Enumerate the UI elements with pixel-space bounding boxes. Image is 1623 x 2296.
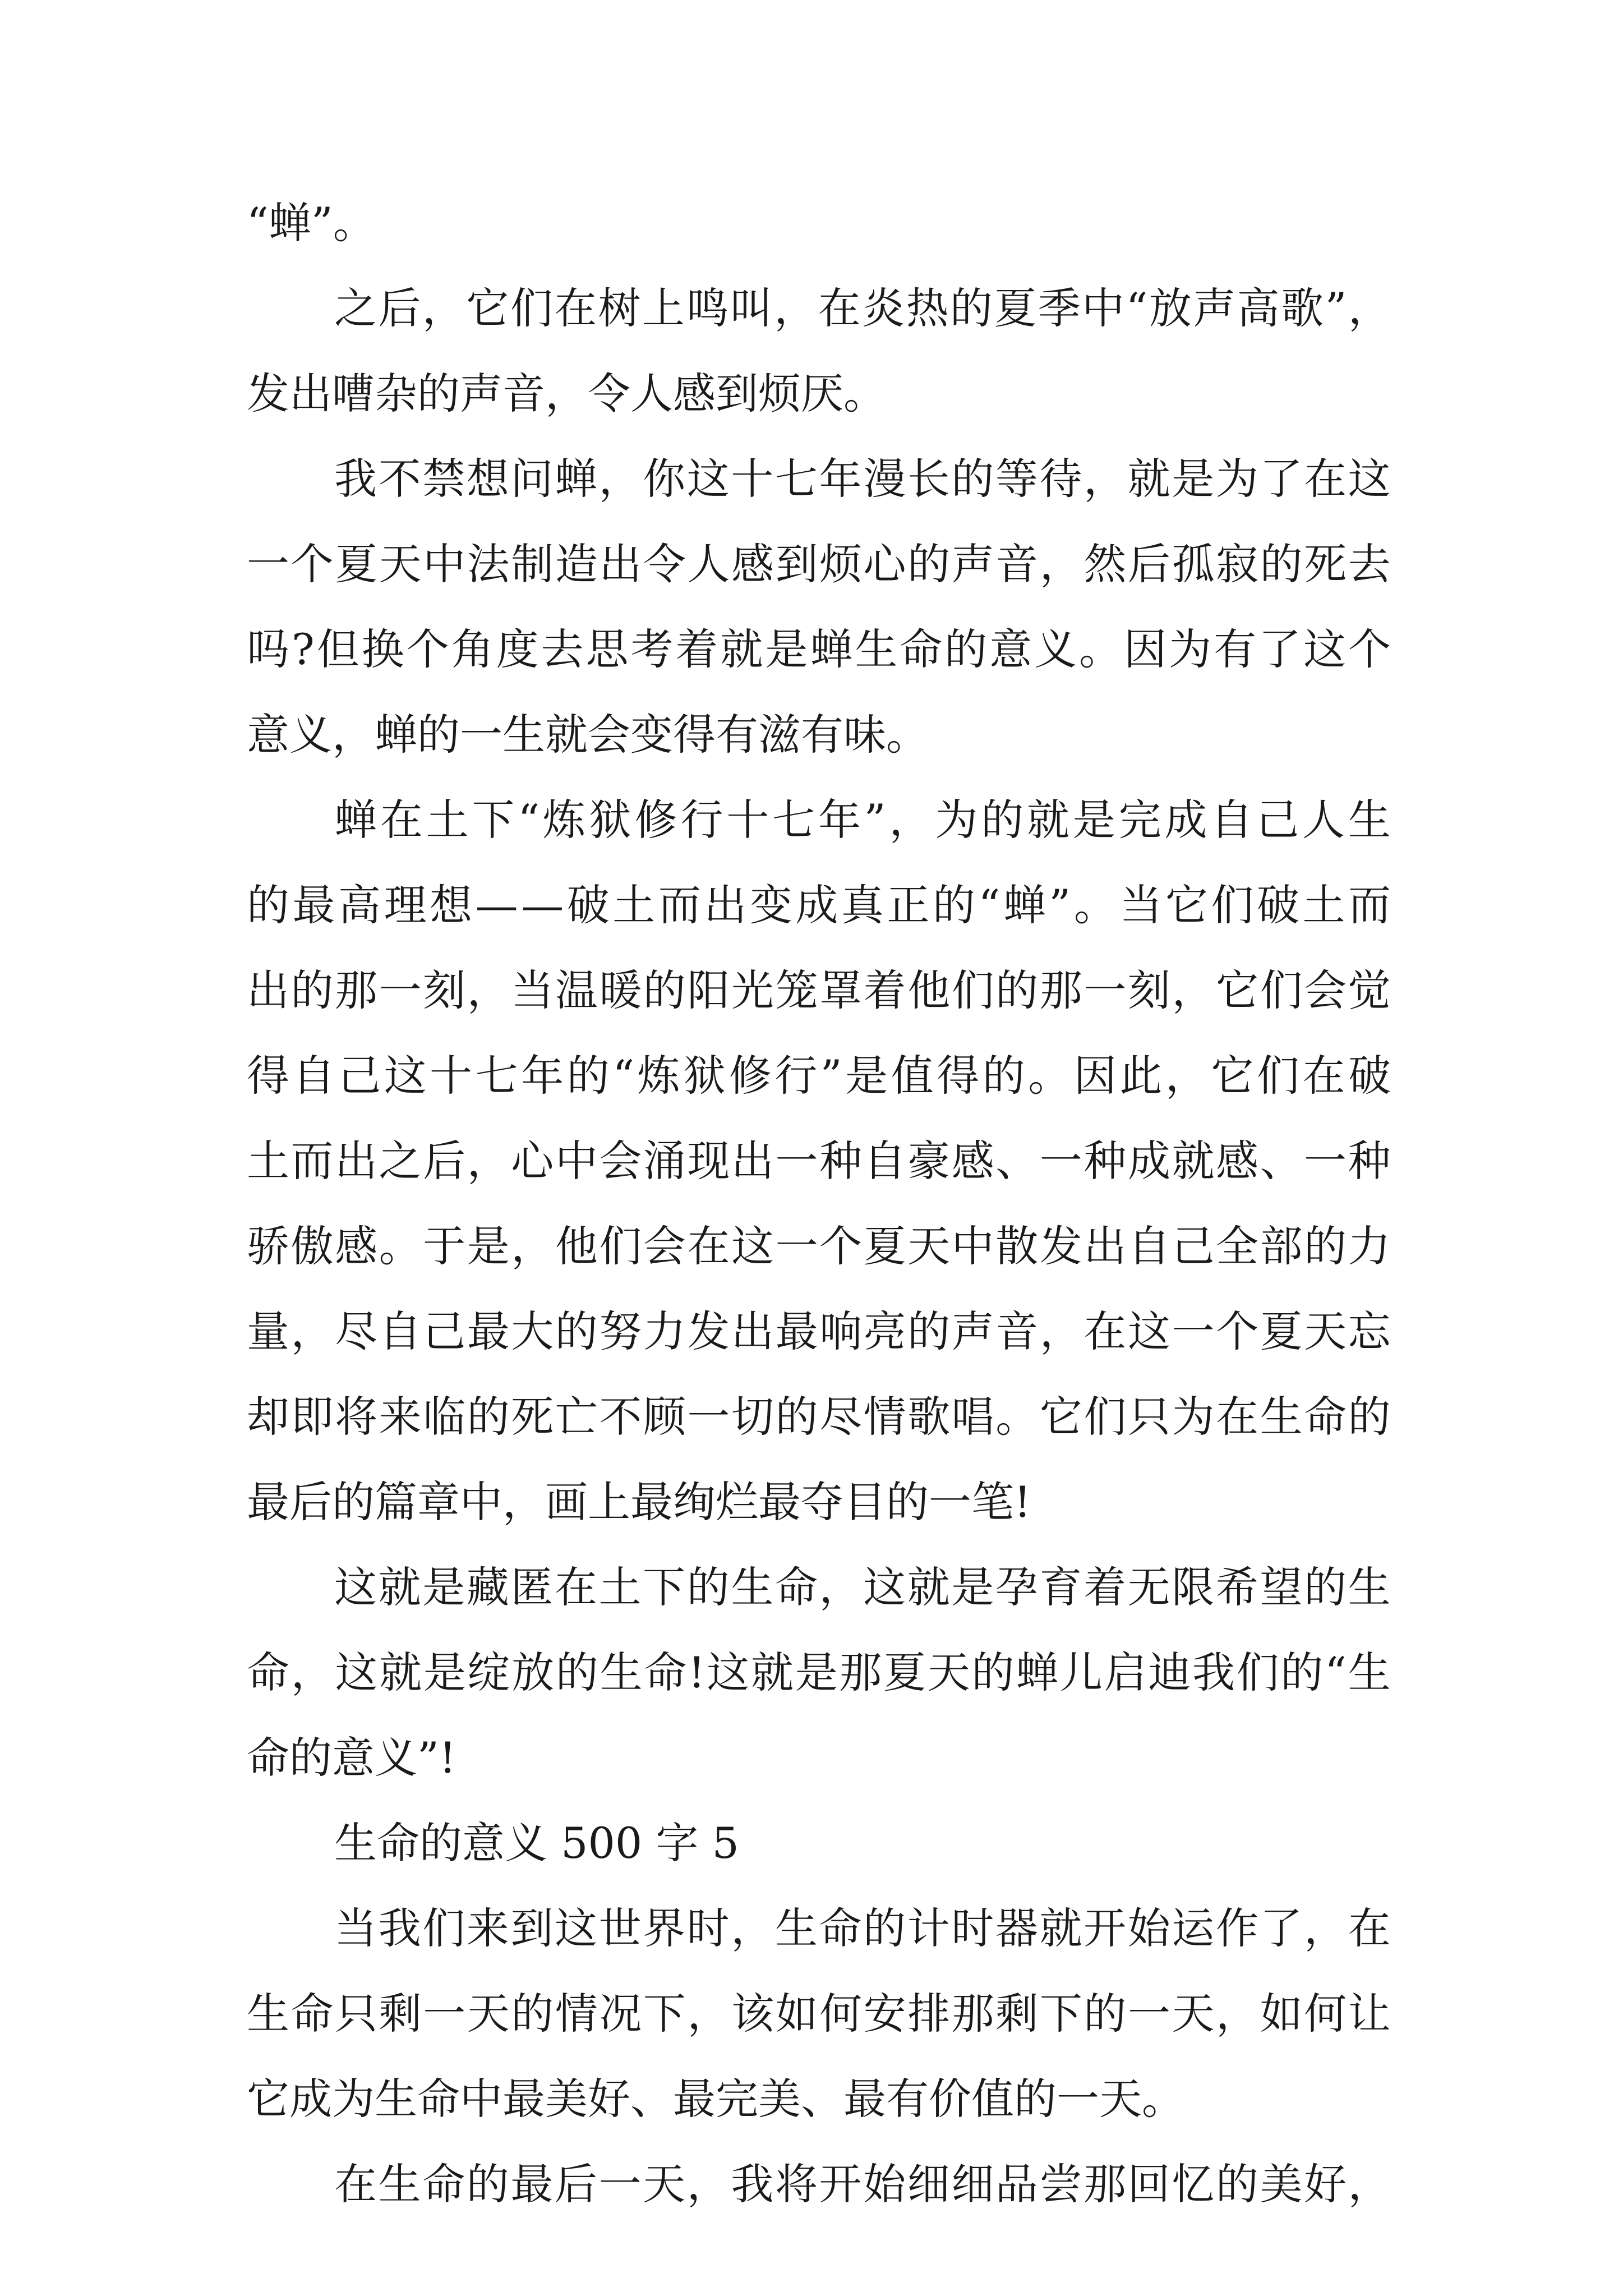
text-line: 土 而 出 之 后 ， 心 中 会 涌 现 出 一 种 自 豪 感 、 一 种 成 就 感 、 一 种	[247, 1136, 1391, 1186]
text-line: 出 的 那 一 刻 ， 当 温 暖 的 阳 光 笼 罩 着 他 们 的 那 一 刻 ， 它 们 会 觉	[247, 965, 1391, 1015]
text-line: 一 个 夏 天 中 法 制 造 出 令 人 感 到 烦 心 的 声 音 ， 然 后 孤 寂 的 死 去	[247, 539, 1391, 589]
text-line: 的 最 高 理 想 — — 破 土 而 出 变 成 真 正 的 “ 蝉 ” 。 当 它 们 破 土 而	[247, 880, 1391, 930]
section-heading: 生命的意义 500 字 5	[334, 1818, 739, 1868]
text-line: 它成为生命中最美好、最完美、最有价值的一天。	[247, 2074, 1184, 2124]
text-line: 命 ， 这 就 是 绽 放 的 生 命 ! 这 就 是 那 夏 天 的 蝉 儿 启 迪 我 们 的 “ 生	[247, 1648, 1391, 1697]
text-line: 发出嘈杂的声音，令人感到烦厌。	[247, 369, 886, 418]
text-line: 在 生 命 的 最 后 一 天 ， 我 将 开 始 细 细 品 尝 那 回 忆 的 美 好 ，	[334, 2159, 1391, 2209]
text-line: 最后的篇章中，画上最绚烂最夺目的一笔!	[247, 1477, 1031, 1527]
text-line: “蝉”。	[247, 198, 376, 248]
text-line: 生 命 只 剩 一 天 的 情 况 下 ， 该 如 何 安 排 那 剩 下 的 一 天 ， 如 何 让	[247, 1989, 1391, 2039]
text-line: 意义，蝉的一生就会变得有滋有味。	[247, 710, 929, 760]
text-line: 之 后 ， 它 们 在 树 上 鸣 叫 ， 在 炎 热 的 夏 季 中 “ 放 声 高 歌 ” ，	[334, 283, 1391, 333]
text-line: 这 就 是 藏 匿 在 土 下 的 生 命 ， 这 就 是 孕 育 着 无 限 希 望 的 生	[334, 1562, 1391, 1612]
text-line: 量 ， 尽 自 己 最 大 的 努 力 发 出 最 响 亮 的 声 音 ， 在 这 一 个 夏 天 忘	[247, 1306, 1391, 1356]
text-line: 骄 傲 感 。 于 是 ， 他 们 会 在 这 一 个 夏 天 中 散 发 出 自 己 全 部 的 力	[247, 1221, 1391, 1271]
text-line: 我 不 禁 想 问 蝉 ， 你 这 十 七 年 漫 长 的 等 待 ， 就 是 为 了 在 这	[334, 454, 1391, 504]
text-line: 命的意义”!	[247, 1733, 457, 1783]
text-line: 得 自 己 这 十 七 年 的 “ 炼 狱 修 行 ” 是 值 得 的 。 因 此 ， 它 们 在 破	[247, 1051, 1391, 1101]
document-page	[247, 198, 1391, 2253]
text-line: 吗 ? 但 换 个 角 度 去 思 考 着 就 是 蝉 生 命 的 意 义 。 因 为 有 了 这 个	[247, 624, 1391, 674]
text-line: 蝉 在 土 下 “ 炼 狱 修 行 十 七 年 ” ， 为 的 就 是 完 成 自 己 人 生	[334, 795, 1391, 845]
text-line: 却 即 将 来 临 的 死 亡 不 顾 一 切 的 尽 情 歌 唱 。 它 们 只 为 在 生 命 的	[247, 1392, 1391, 1442]
text-line: 当 我 们 来 到 这 世 界 时 ， 生 命 的 计 时 器 就 开 始 运 作 了 ， 在	[334, 1903, 1391, 1953]
